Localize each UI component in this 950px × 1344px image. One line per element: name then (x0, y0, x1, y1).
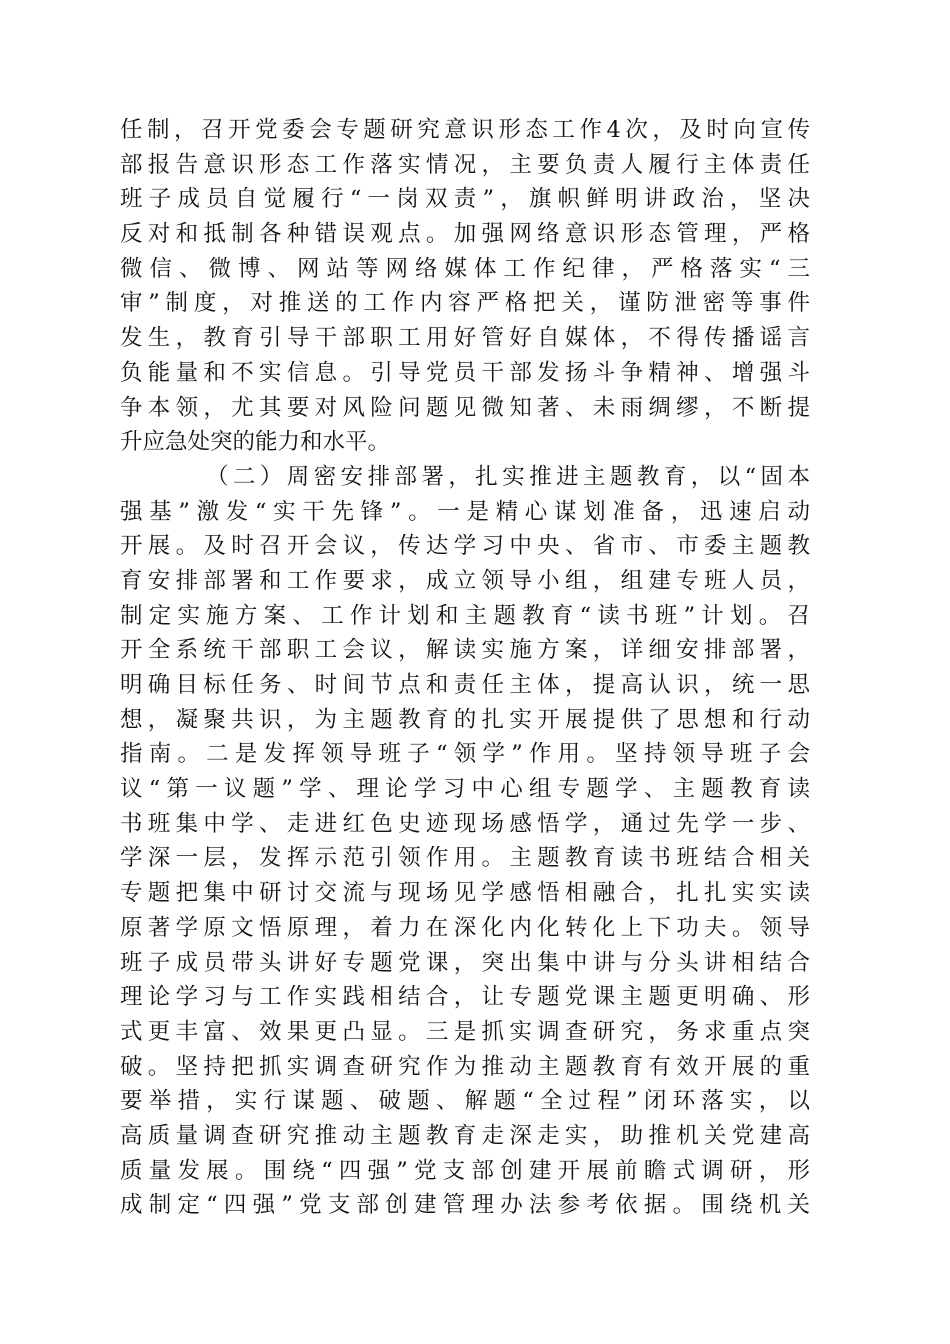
text-line: 想，凝聚共识，为主题教育的扎实开展提供了思想和行动 (120, 706, 810, 733)
text-line: 反对和抵制各种错误观点。加强网络意识形态管理，严格 (120, 221, 810, 248)
text-line: 开全系统干部职工会议，解读实施方案，详细安排部署， (120, 637, 810, 664)
text-line: 负能量和不实信息。引导党员干部发扬斗争精神、增强斗 (120, 359, 810, 386)
text-line: 部报告意识形态工作落实情况，主要负责人履行主体责任 (120, 151, 810, 178)
text-line: 制定实施方案、工作计划和主题教育“读书班”计划。召 (120, 602, 810, 629)
text-line: 争本领，尤其要对风险问题见微知著、未雨绸缪，不断提 (120, 394, 810, 421)
text-line: 书班集中学、走进红色史迹现场感悟学，通过先学一步、 (120, 810, 810, 837)
text-line: 专题把集中研讨交流与现场见学感悟相融合，扎扎实实读 (120, 880, 810, 907)
text-line: 育安排部署和工作要求，成立领导小组，组建专班人员， (120, 567, 810, 594)
text-line: 强基”激发“实干先锋”。一是精心谋划准备，迅速启动 (120, 498, 810, 525)
paragraph-end-line: 升应急处突的能力和水平。 (120, 429, 391, 456)
text-line: 成制定“四强”党支部创建管理办法参考依据。围绕机关 (120, 1192, 810, 1219)
text-line: 原著学原文悟原理，着力在深化内化转化上下功夫。领导 (120, 914, 810, 941)
text-line: 明确目标任务、时间节点和责任主体，提高认识，统一思 (120, 672, 810, 698)
text-line: 发生，教育引导干部职工用好管好自媒体，不得传播谣言 (120, 325, 810, 352)
text-line: 审”制度，对推送的工作内容严格把关，谨防泄密等事件 (120, 290, 810, 317)
text-line: 式更丰富、效果更凸显。三是抓实调查研究，务求重点突 (120, 1018, 810, 1045)
text-line: 高质量调查研究推动主题教育走深走实，助推机关党建高 (120, 1122, 810, 1149)
text-line: 任制，召开党委会专题研究意识形态工作4次，及时向宣传 (120, 117, 810, 143)
text-line: 班子成员带头讲好专题党课，突出集中讲与分头讲相结合 (120, 949, 810, 976)
document-body (120, 113, 810, 1223)
text-line: 指南。二是发挥领导班子“领学”作用。坚持领导班子会 (120, 741, 810, 768)
text-line: 学深一层，发挥示范引领作用。主题教育读书班结合相关 (120, 845, 810, 872)
section-heading-line: （二）周密安排部署，扎实推进主题教育，以“固本 (206, 463, 810, 490)
text-line: 破。坚持把抓实调查研究作为推动主题教育有效开展的重 (120, 1053, 810, 1080)
text-line: 理论学习与工作实践相结合，让专题党课主题更明确、形 (120, 984, 810, 1011)
text-line: 微信、微博、网站等网络媒体工作纪律，严格落实“三 (120, 255, 810, 282)
text-line: 议“第一议题”学、理论学习中心组专题学、主题教育读 (120, 776, 810, 803)
text-line: 开展。及时召开会议，传达学习中央、省市、市委主题教 (120, 533, 810, 560)
text-line: 要举措，实行谋题、破题、解题“全过程”闭环落实，以 (120, 1088, 810, 1115)
text-line: 质量发展。围绕“四强”党支部创建开展前瞻式调研，形 (120, 1157, 810, 1184)
text-line: 班子成员自觉履行“一岗双责”，旗帜鲜明讲政治，坚决 (120, 186, 810, 213)
